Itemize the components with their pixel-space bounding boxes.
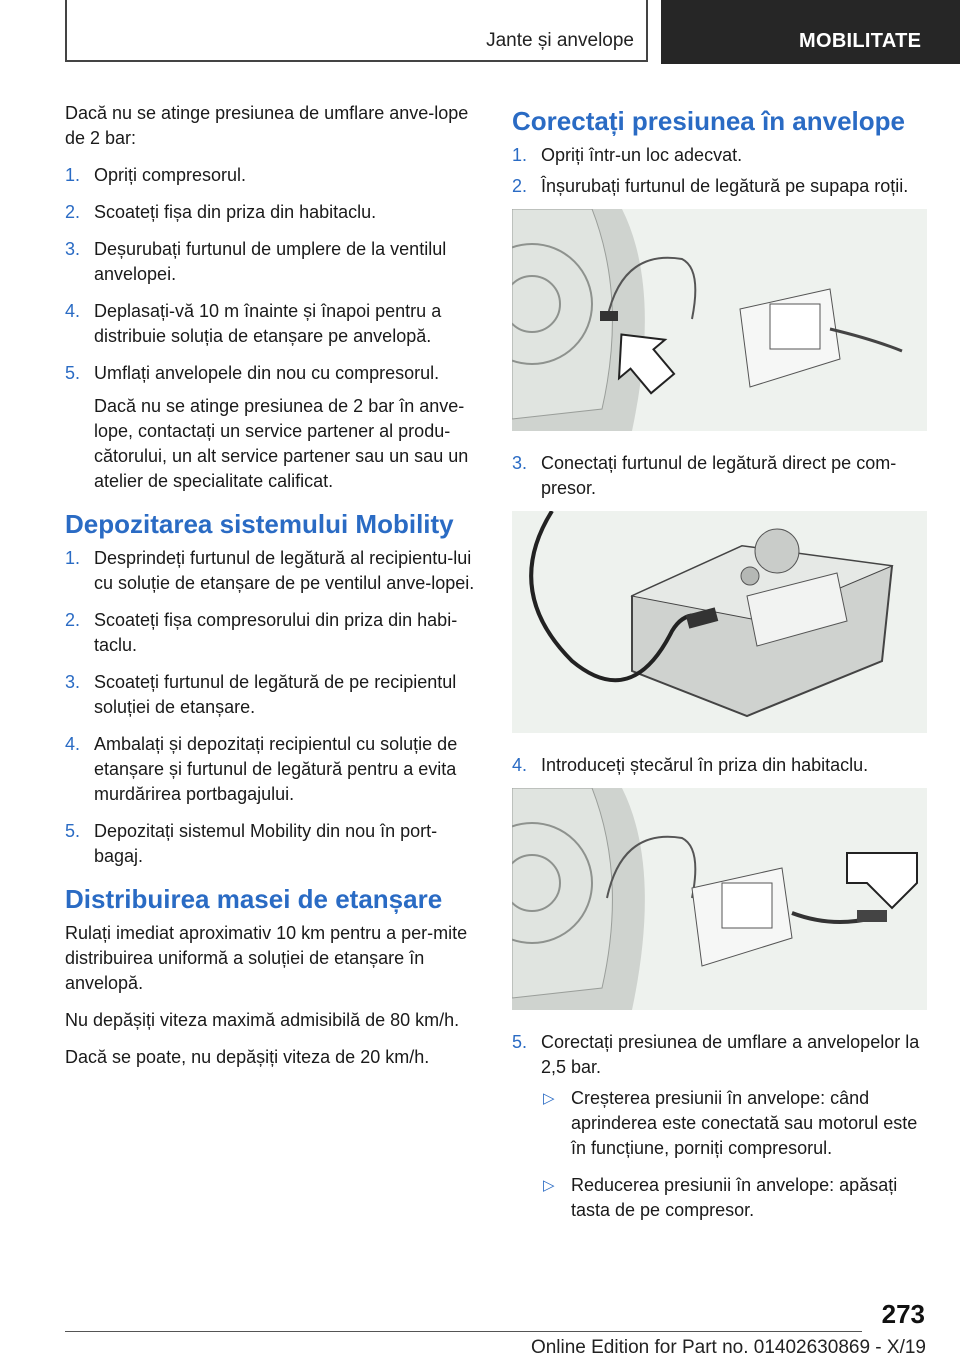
list-item [65,163,480,188]
triangle-bullet-icon: ▷ [543,1177,555,1194]
plug-socket-illustration [512,788,927,1010]
step-number: 4. [65,301,81,321]
step-text: Desprindeți furtunul de legătură al recipientu-lui cu soluție de etanșare de pe ventilul anve-lopei. [94,548,475,593]
pressure-steps-list-2 [512,451,927,501]
step-number: 2. [65,202,81,222]
list-item [541,1173,927,1223]
step-number: 2. [65,610,81,630]
intro-paragraph: Dacă nu se atinge presiunea de umflare anve-lope de 2 bar: [65,103,469,148]
list-item [65,361,480,494]
step-text: Depozitați sistemul Mobility din nou în port-bagaj. [94,821,438,866]
pressure-steps-list-3 [512,753,927,778]
step-number: 1. [65,165,81,185]
step-number: 1. [65,548,81,568]
footer-divider [65,1331,862,1332]
step-number: 5. [65,821,81,841]
step-text: Scoateți furtunul de legătură de pe recipientul soluției de etanșare. [94,672,457,717]
list-item [65,299,480,349]
step-text: Ambalați și depozitați recipientul cu soluție de etanșare și furtunul de legătură pentru a evita murdărirea portbagajului. [94,734,458,804]
left-column [65,101,480,1082]
list-item [65,200,480,225]
list-item [512,1030,927,1223]
list-item [541,1086,927,1161]
sub-item-text: Creșterea presiunii în anvelope: când aprinderea este conectată sau motorul este în funcțiune, porniți compresorul. [571,1088,918,1158]
right-column [512,105,927,1235]
step-text: Deșurubați furtunul de umplere de la ventilul anvelopei. [94,239,447,284]
step-number: 3. [65,239,81,259]
list-item [65,732,480,807]
step-number: 4. [512,755,528,775]
compressor-closeup-illustration [512,511,927,733]
distribution-heading: Distribuirea masei de etanșare [65,884,443,914]
adjust-options-list [541,1086,927,1223]
list-item [65,819,480,869]
list-item [65,670,480,720]
triangle-bullet-icon: ▷ [543,1090,555,1107]
pressure-heading: Corectați presiunea în anvelope [512,106,906,136]
header-section-title: Jante și anvelope [486,30,634,51]
list-item [512,451,927,501]
step-text: Scoateți fișa compresorului din priza din habi-taclu. [94,610,458,655]
sub-item-text: Reducerea presiunii în anvelope: apăsați tasta de pe compresor. [571,1175,898,1220]
list-item [65,546,480,596]
wheel-valve-illustration [512,209,927,431]
step-number: 5. [512,1032,528,1052]
pressure-steps-list-4 [512,1030,927,1223]
storage-heading: Depozitarea sistemului Mobility [65,509,454,539]
pressure-steps-list [512,143,927,199]
header-section-box [65,0,648,62]
step-note: Dacă nu se atinge presiunea de 2 bar în anve-lope, contactați un service partener al produ-cătorului, un alt service partener sau un sau un atelier de specialitate calificat. [94,396,469,491]
step-number: 1. [512,145,528,165]
step-text: Deplasați-vă 10 m înainte și înapoi pentru a distribuie soluția de etanșare pe anvelopă. [94,301,442,346]
storage-steps-list [65,546,480,869]
footer-edition: Online Edition for Part no. 01402630869 - X/19 [530,1337,926,1358]
step-text: Conectați furtunul de legătură direct pe com-presor. [541,453,897,498]
step-text: Umflați anvelopele din nou cu compresorul. [94,363,440,383]
step-text: Corectați presiunea de umflare a anvelopelor la 2,5 bar. [541,1032,920,1077]
step-number: 3. [512,453,528,473]
list-item [512,143,927,168]
step-number: 4. [65,734,81,754]
list-item [512,174,927,199]
step-number: 2. [512,176,528,196]
header-chapter-label: MOBILITATE [799,30,922,52]
step-text: Opriți compresorul. [94,165,247,185]
distribution-paragraph-1: Rulați imediat aproximativ 10 km pentru a per-mite distribuirea uniformă a soluției de etanșare în anvelopă. [65,923,468,993]
distribution-paragraph-2: Nu depășiți viteza maximă admisibilă de 80 km/h. [65,1010,460,1030]
step-text: Introduceți ștecărul în priza din habitaclu. [541,755,869,775]
step-text: Scoateți fișa din priza din habitaclu. [94,202,377,222]
header-chapter-tab[interactable] [661,0,960,64]
list-item [65,237,480,287]
step-text: Opriți într-un loc adecvat. [541,145,743,165]
page-number: 273 [881,1299,925,1329]
list-item [512,753,927,778]
step-number: 3. [65,672,81,692]
list-item [65,608,480,658]
step-number: 5. [65,363,81,383]
distribution-paragraph-3: Dacă se poate, nu depășiți viteza de 20 km/h. [65,1047,430,1067]
intro-steps-list [65,163,480,494]
step-text: Înșurubați furtunul de legătură pe supapa roții. [541,176,909,196]
